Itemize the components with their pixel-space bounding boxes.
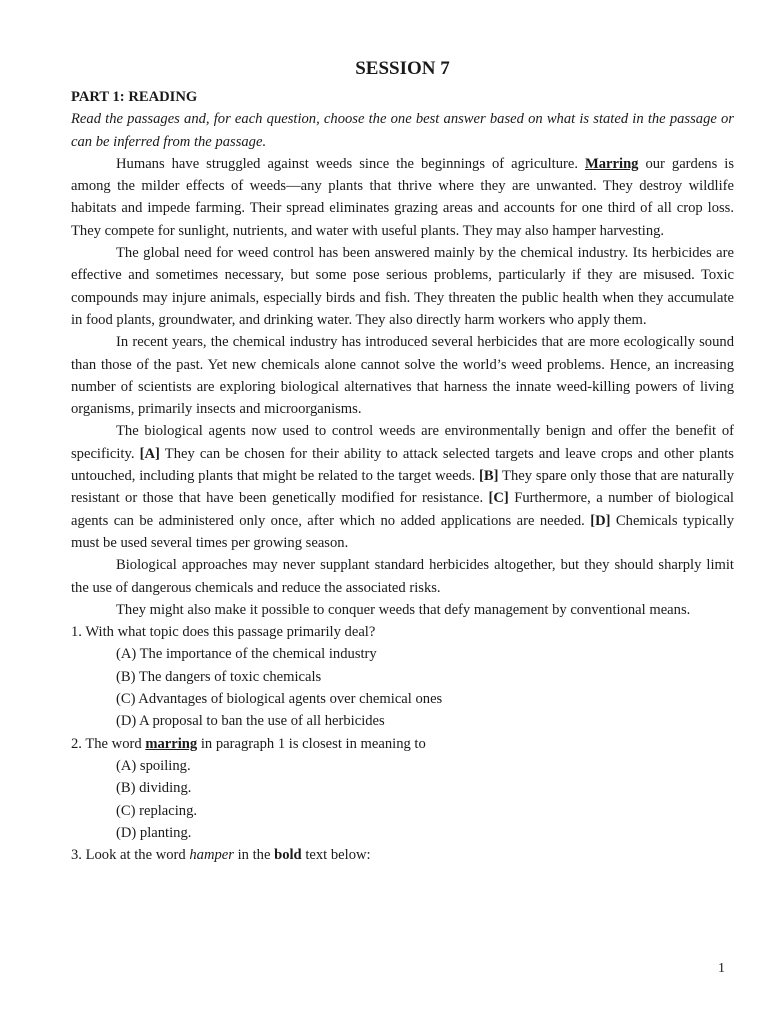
document-page xyxy=(71,56,734,866)
question-2 xyxy=(71,733,734,844)
insertion-marker-d: [D] xyxy=(590,512,611,529)
question-1-option-b: (B) The dangers of toxic chemicals xyxy=(116,668,322,685)
question-2-option-c: (C) replacing. xyxy=(116,802,198,819)
highlighted-word-marring: Marring xyxy=(584,155,639,172)
page-number: 1 xyxy=(718,961,725,976)
paragraph-1-text-end: our gardens is among the milder effects of weeds—any plants that thrive where they are unwanted. They destroy wildlife habitats and impede farming. Their spread eliminates grazing areas and accounts for one third of all crop loss. They compete for sunlight, nutrients, and water with useful plants. They may also hamper harvesting. xyxy=(71,155,734,239)
passage-paragraph-2: The global need for weed control has been answered mainly by the chemical industry. Its herbicides are effective and sometimes necessary, but some pose serious problems, particularly if they are misused. Toxic compounds may injure animals, especially birds and fish. They threaten the public health when they accumulate in food plants, groundwater, and drinking water. They also directly harm workers who apply them. xyxy=(71,245,734,328)
question-3-stem-middle: in the xyxy=(233,847,275,864)
passage-paragraph-3: In recent years, the chemical industry has introduced several herbicides that are more ecologically sound than those of the past. Yet new chemicals alone cannot solve the world’s weed problems. Hence, an increasing number of scientists are exploring biological alternatives that harness the innate weed-killing powers of living organisms, primarily insects and microorganisms. xyxy=(71,334,734,418)
question-3-stem-start: 3. Look at the word xyxy=(71,847,190,864)
paragraph-1-text-start: Humans have struggled against weeds since the beginnings of agriculture. xyxy=(116,155,585,172)
question-2-stem-start: 2. The word xyxy=(71,735,146,752)
paragraph-4-text-1: The biological agents now used to control weeds are environmentally benign and offer the benefit of specificity. xyxy=(71,423,734,462)
question-2-word-marring: marring xyxy=(145,735,198,752)
instructions: Read the passages and, for each question, choose the one best answer based on what is stated in the passage or can be inferred from the passage. xyxy=(71,111,734,150)
question-1-stem: 1. With what topic does this passage primarily deal? xyxy=(71,624,376,641)
paragraph-4-text-5: Chemicals typically must be used several times per growing season. xyxy=(71,512,734,551)
question-2-option-b: (B) dividing. xyxy=(116,780,192,797)
paragraph-4-text-3: They spare only those that are naturally resistant or those that have been genetically modified for resistance. xyxy=(71,468,734,507)
question-1-option-d: (D) A proposal to ban the use of all herbicides xyxy=(116,713,385,730)
insertion-marker-a: [A] xyxy=(139,445,160,462)
question-3 xyxy=(71,844,734,866)
question-3-stem xyxy=(71,844,734,866)
paragraph-4-text-2: They can be chosen for their ability to attack selected targets and leave crops and other plants untouched, including plants that might be related to the target weeds. xyxy=(71,445,734,485)
question-1-option-a: (A) The importance of the chemical industry xyxy=(116,646,377,663)
question-1-option-c: (C) Advantages of biological agents over chemical ones xyxy=(116,691,443,708)
insertion-marker-c: [C] xyxy=(488,490,509,507)
insertion-marker-b: [B] xyxy=(479,468,499,485)
passage-paragraph-1 xyxy=(71,153,734,242)
question-3-stem-end: text below: xyxy=(301,847,371,864)
session-title: SESSION 7 xyxy=(355,58,450,79)
question-3-word-bold: bold xyxy=(274,847,302,864)
question-3-word-hamper: hamper xyxy=(189,847,234,864)
question-2-option-d: (D) planting. xyxy=(116,824,192,841)
question-2-stem-end: in paragraph 1 is closest in meaning to xyxy=(197,735,426,752)
question-2-stem xyxy=(71,733,734,755)
question-1 xyxy=(71,621,734,732)
paragraph-4-text-4: Furthermore, a number of biological agents can be administered only once, after which no added applications are needed. xyxy=(71,490,734,529)
part-heading: PART 1: READING xyxy=(71,89,198,105)
passage-paragraph-5: Biological approaches may never supplant standard herbicides altogether, but they should sharply limit the use of dangerous chemicals and reduce the associated risks. xyxy=(71,557,734,596)
passage-paragraph-6: They might also make it possible to conquer weeds that defy management by conventional means. xyxy=(116,601,691,618)
passage-paragraph-4 xyxy=(71,420,734,554)
question-2-option-a: (A) spoiling. xyxy=(116,757,191,774)
